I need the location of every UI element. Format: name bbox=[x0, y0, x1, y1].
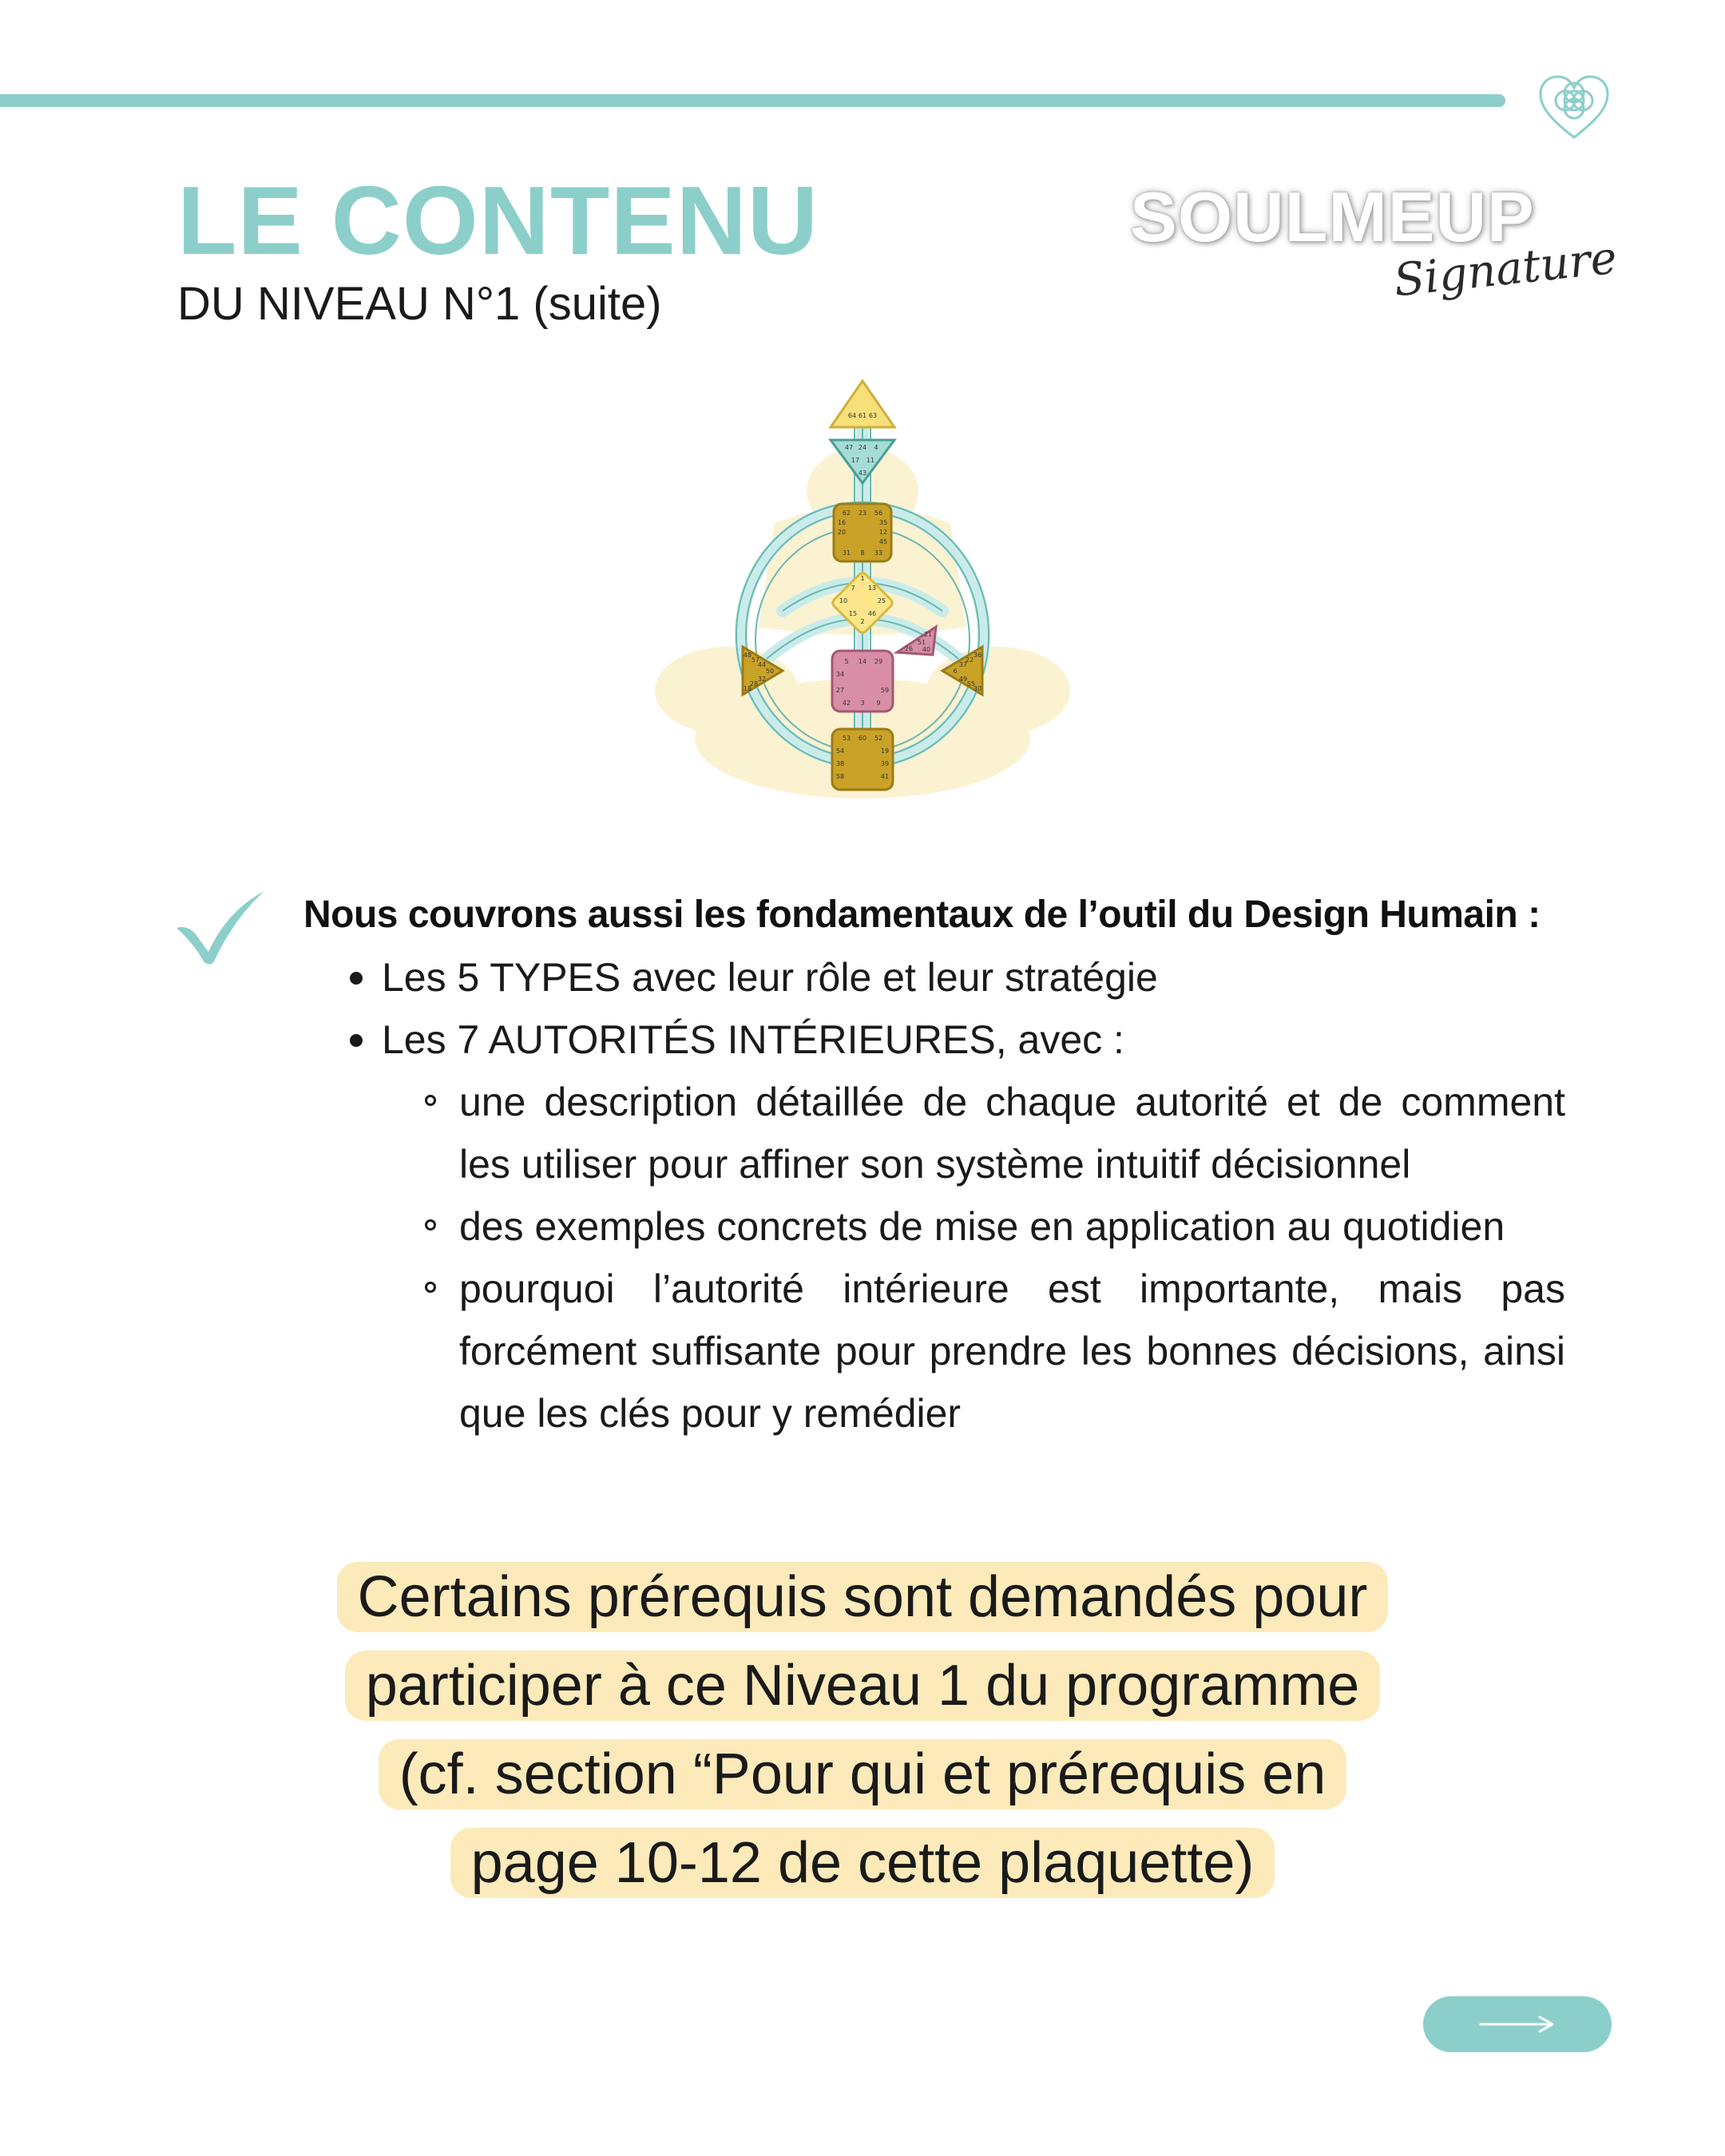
gate-label: 50 bbox=[765, 668, 775, 675]
list-item bbox=[303, 946, 1565, 1009]
gate-label: 9 bbox=[876, 700, 881, 707]
gate-label: 28 bbox=[749, 680, 759, 688]
gate-label: 45 bbox=[878, 538, 888, 545]
gate-label: 54 bbox=[835, 747, 845, 755]
brand-tagline: Signature bbox=[1391, 232, 1620, 307]
gate-label: 22 bbox=[965, 656, 974, 664]
gate-label: 56 bbox=[874, 509, 883, 517]
gate-label: 13 bbox=[867, 585, 877, 592]
gate-label: 51 bbox=[917, 639, 926, 646]
gate-label: 35 bbox=[878, 519, 888, 526]
head-center bbox=[831, 381, 894, 427]
gate-label: 31 bbox=[842, 549, 851, 557]
gate-label: 3 bbox=[860, 700, 865, 707]
sub-list-item bbox=[303, 1071, 1565, 1195]
sub-list-item-text: une description détaillée de chaque autorité et de comment les utiliser pour affiner son système intuitif décisionnel bbox=[459, 1080, 1565, 1187]
gate-label: 14 bbox=[858, 658, 867, 665]
list-item-text: Les 5 TYPES avec leur rôle et leur stratégie bbox=[382, 955, 1158, 1001]
sub-list-item bbox=[303, 1195, 1565, 1258]
gate-label: 49 bbox=[958, 676, 968, 683]
top-rule bbox=[0, 94, 1505, 107]
gate-label: 38 bbox=[835, 760, 845, 767]
gate-label: 52 bbox=[874, 735, 883, 742]
heart-flower-icon bbox=[1537, 72, 1611, 142]
gate-label: 12 bbox=[878, 529, 888, 536]
gate-label: 7 bbox=[851, 585, 855, 592]
bodygraph-illustration bbox=[655, 371, 1070, 818]
bullet-icon bbox=[350, 972, 363, 985]
gate-label: 26 bbox=[904, 645, 914, 652]
gate-label: 42 bbox=[842, 700, 851, 707]
gate-label: 27 bbox=[835, 687, 845, 694]
prerequisite-note bbox=[280, 1553, 1445, 1908]
brand-logo bbox=[1130, 177, 1620, 310]
gate-label: 48 bbox=[743, 652, 752, 659]
gate-label: 46 bbox=[867, 610, 877, 617]
list-item bbox=[303, 1009, 1565, 1071]
note-line: page 10-12 de cette plaquette) bbox=[450, 1828, 1275, 1898]
gate-label: 17 bbox=[851, 457, 860, 464]
next-page-button[interactable] bbox=[1423, 1996, 1612, 2052]
check-icon bbox=[172, 886, 268, 966]
arrow-right-icon bbox=[1477, 2015, 1557, 2034]
gate-label: 24 bbox=[858, 444, 867, 451]
gate-label: 34 bbox=[835, 671, 845, 678]
gate-label: 5 bbox=[844, 658, 849, 665]
subtopic-list bbox=[303, 1071, 1565, 1445]
page-subtitle: DU NIVEAU N°1 (suite) bbox=[177, 278, 662, 330]
circle-bullet-icon bbox=[425, 1282, 436, 1293]
gate-label: 62 bbox=[842, 509, 851, 517]
gate-label: 19 bbox=[880, 747, 890, 755]
gate-label: 57 bbox=[751, 656, 760, 664]
gate-label: 60 bbox=[858, 735, 867, 742]
gate-label: 25 bbox=[877, 597, 886, 604]
gate-label: 16 bbox=[837, 519, 847, 526]
sub-list-item-text: des exemples concrets de mise en application au quotidien bbox=[459, 1204, 1505, 1250]
gate-label: 39 bbox=[880, 760, 890, 767]
gate-label: 10 bbox=[839, 597, 848, 604]
gate-label: 47 bbox=[844, 444, 854, 451]
gate-label: 21 bbox=[923, 631, 933, 638]
gate-label: 4 bbox=[874, 444, 878, 451]
gate-label: 20 bbox=[837, 529, 847, 536]
bullet-icon bbox=[350, 1034, 363, 1047]
brand-name: SOULMEUP bbox=[1130, 177, 1535, 256]
gate-label: 1 bbox=[860, 575, 865, 582]
gate-label: 58 bbox=[835, 773, 845, 780]
gate-label: 18 bbox=[743, 685, 752, 692]
gate-label: 23 bbox=[858, 509, 867, 517]
gate-label: 40 bbox=[922, 646, 931, 653]
gate-label: 59 bbox=[880, 687, 890, 694]
gate-label: 33 bbox=[874, 549, 883, 557]
gate-label: 41 bbox=[880, 773, 890, 780]
list-item-text: Les 7 AUTORITÉS INTÉRIEURES, avec : bbox=[382, 1017, 1124, 1063]
note-line: (cf. section “Pour qui et prérequis en bbox=[379, 1739, 1347, 1809]
sub-list-item bbox=[303, 1258, 1565, 1445]
note-line: Certains prérequis sont demandés pour bbox=[337, 1562, 1389, 1632]
gate-label: 37 bbox=[958, 661, 968, 668]
gate-label: 30 bbox=[973, 685, 982, 692]
gate-label: 36 bbox=[973, 652, 982, 659]
gate-label: 63 bbox=[868, 412, 878, 419]
note-line: participer à ce Niveau 1 du programme bbox=[345, 1651, 1381, 1721]
topic-list bbox=[303, 946, 1565, 1071]
gate-label: 44 bbox=[757, 661, 767, 668]
gate-label: 11 bbox=[866, 457, 875, 464]
circle-bullet-icon bbox=[425, 1219, 436, 1231]
gate-label: 15 bbox=[848, 610, 858, 617]
page-title: LE CONTENU bbox=[177, 166, 819, 275]
content-section bbox=[303, 890, 1565, 1445]
gate-label: 55 bbox=[966, 680, 976, 688]
gate-label: 61 bbox=[858, 412, 867, 419]
gate-label: 64 bbox=[847, 412, 857, 419]
circle-bullet-icon bbox=[425, 1095, 436, 1106]
gate-label: 43 bbox=[858, 470, 867, 477]
gate-label: 29 bbox=[874, 658, 883, 665]
gate-label: 8 bbox=[860, 549, 865, 557]
gate-label: 2 bbox=[860, 618, 865, 625]
lead-text: Nous couvrons aussi les fondamentaux de l’outil du Design Humain : bbox=[303, 894, 1541, 936]
gate-label: 32 bbox=[757, 676, 767, 683]
gate-label: 6 bbox=[953, 668, 958, 675]
sub-list-item-text: pourquoi l’autorité intérieure est importante, mais pas forcément suffisante pour prendre les bonnes décisions, ainsi que les clés pour y remédier bbox=[459, 1266, 1565, 1437]
gate-label: 53 bbox=[842, 735, 851, 742]
